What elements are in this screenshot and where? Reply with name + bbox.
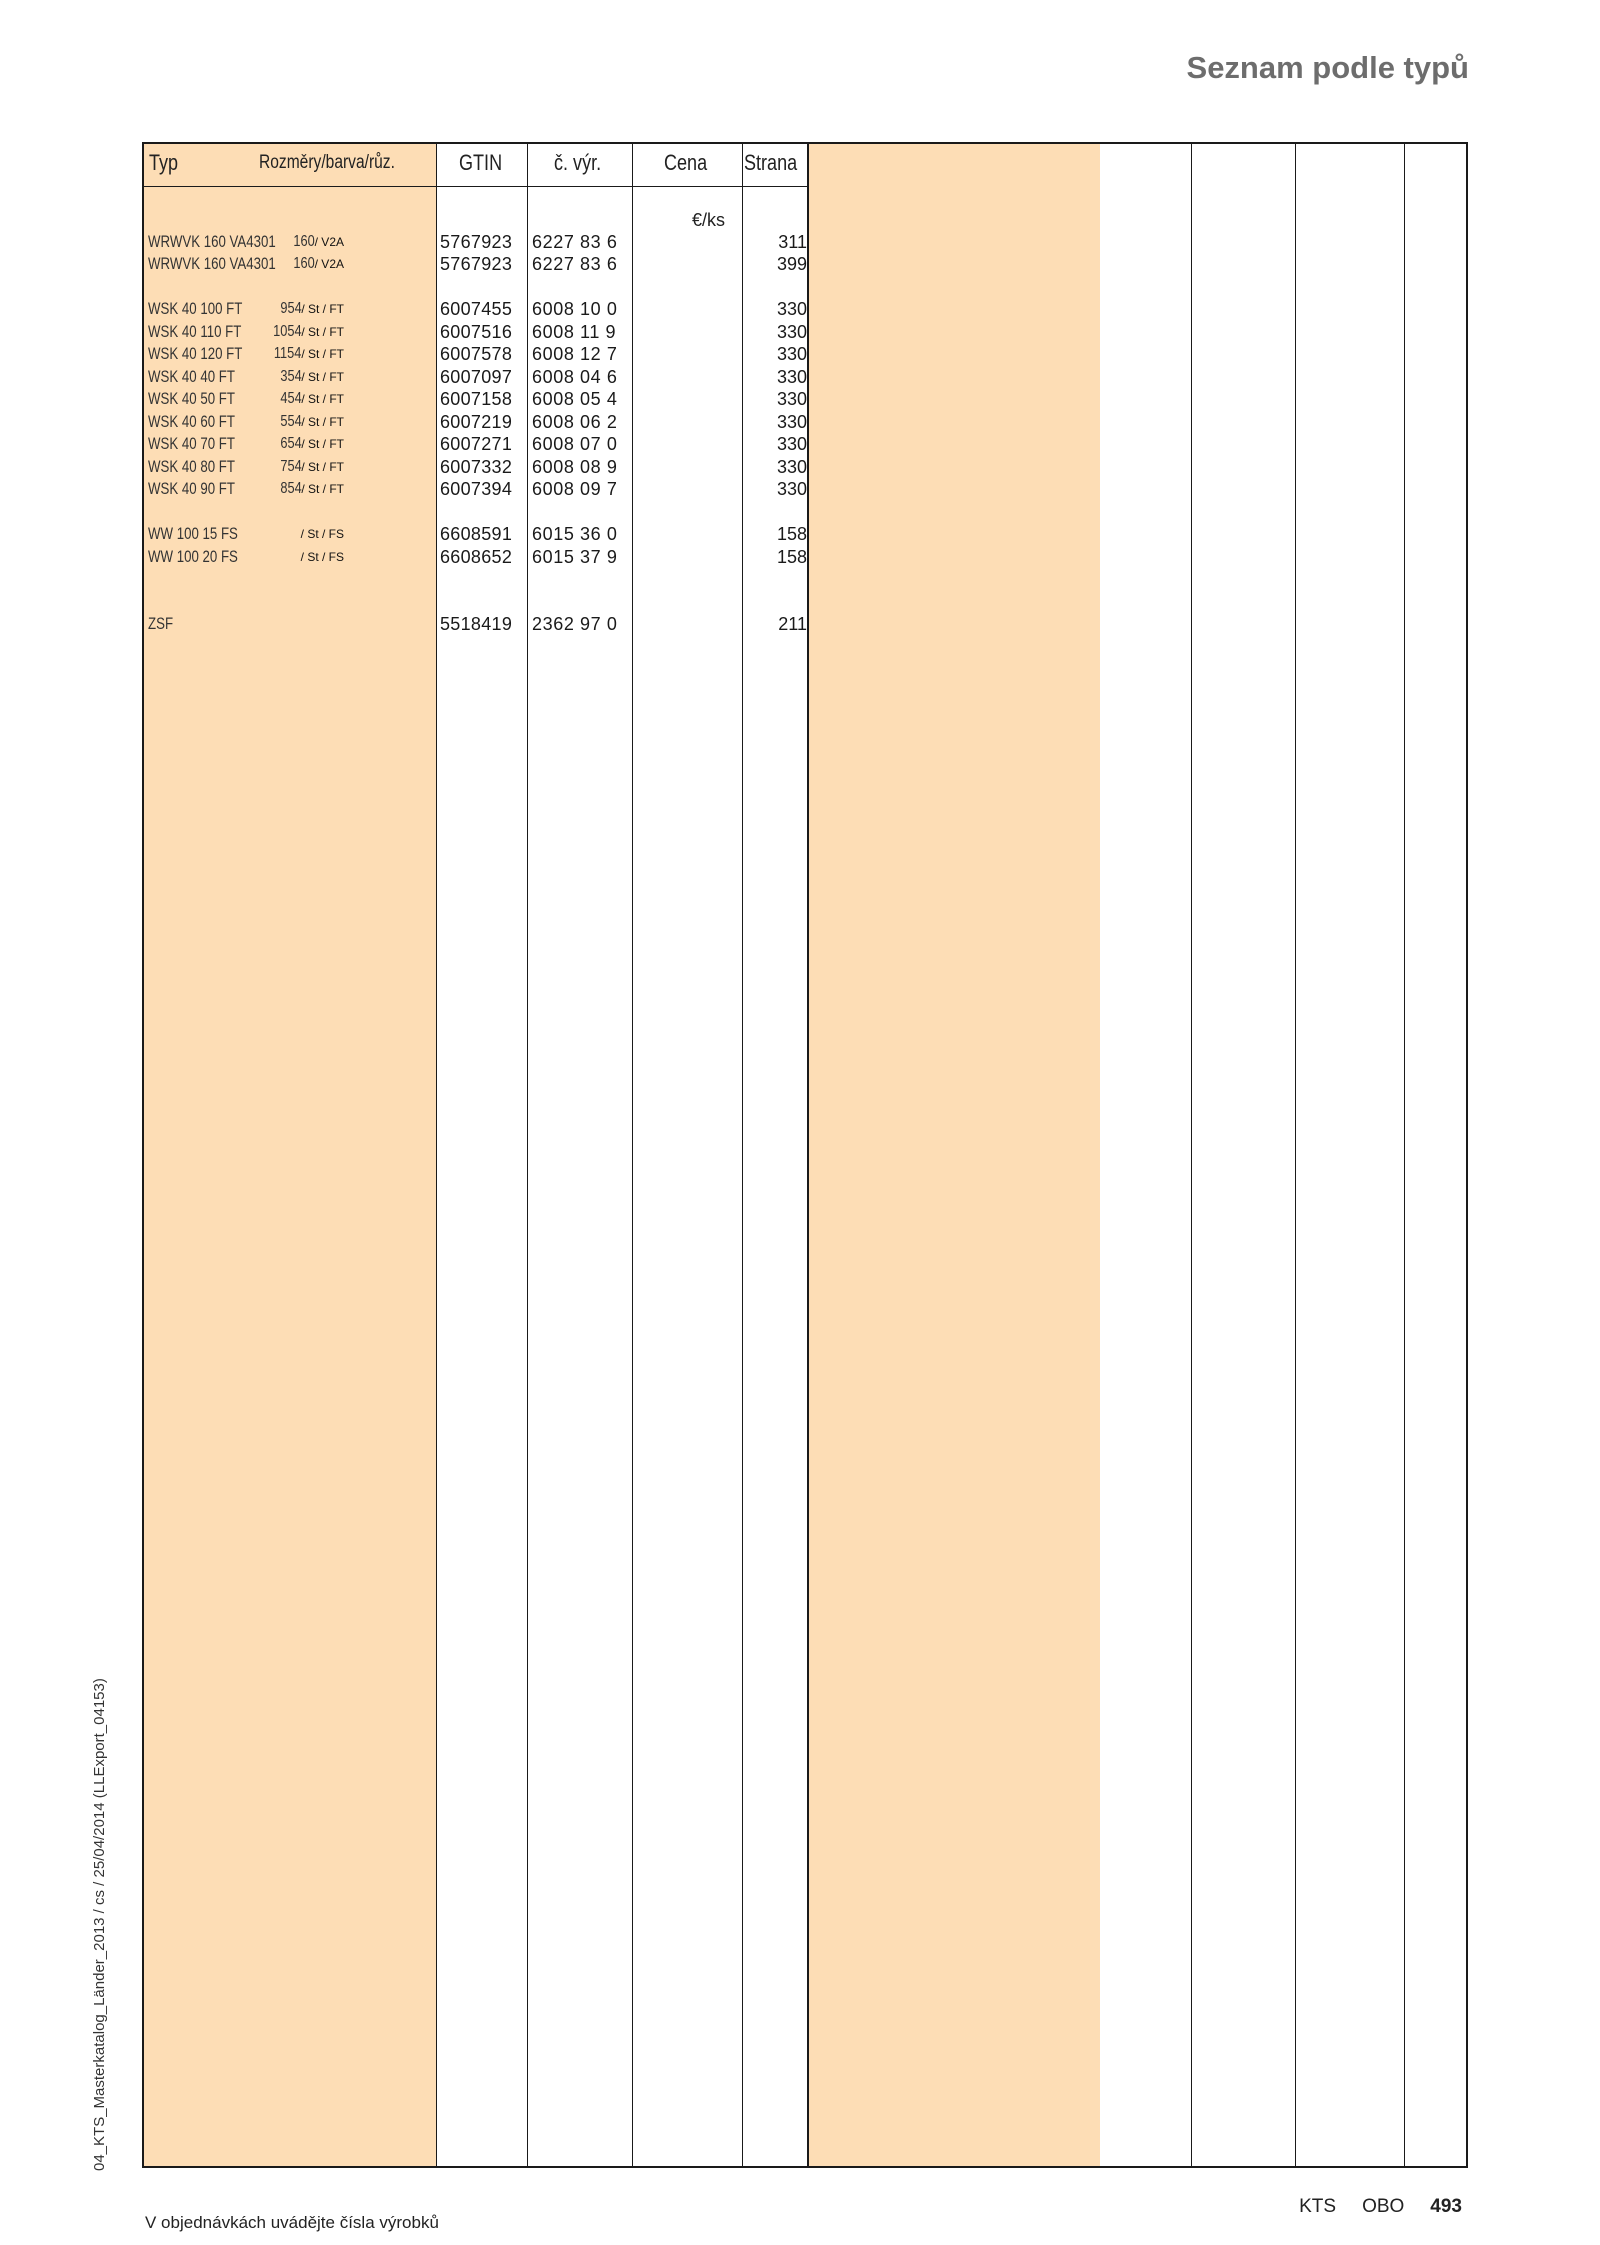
gtin-cell: 6007578: [440, 344, 513, 364]
dim-cell: 854/ St / FT: [279, 480, 344, 497]
divider-right-2: [1295, 144, 1296, 2166]
article-cell: 6008 09 7: [532, 479, 618, 499]
gtin-cell: 6007394: [440, 479, 513, 499]
page-cell: 330: [776, 434, 807, 454]
gtin-cell: 6007332: [440, 456, 513, 477]
type-cell: WSK 40 100 FT: [148, 299, 243, 318]
table-row: [144, 298, 809, 320]
page-cell: 158: [776, 546, 807, 567]
table-row: [144, 433, 809, 455]
dim-cell: / St / FS: [300, 549, 344, 564]
header-sub-rule: [236, 186, 332, 187]
article-cell: 6008 04 6: [532, 366, 618, 387]
table-row: [144, 456, 809, 478]
type-cell: WSK 40 40 FT: [148, 366, 235, 386]
page-cell: 330: [776, 389, 807, 409]
gtin-cell: 5518419: [440, 614, 513, 634]
article-cell: 6008 12 7: [532, 344, 618, 364]
page-title: Seznam podle typů: [1186, 50, 1469, 85]
article-cell: 6008 10 0: [532, 299, 618, 319]
type-cell: WSK 40 120 FT: [148, 344, 243, 363]
divider-right-3: [1404, 144, 1405, 2166]
dim-cell: 354/ St / FT: [279, 367, 344, 385]
type-cell: ZSF: [148, 614, 174, 633]
col-header-gtin: GTIN: [459, 150, 503, 175]
page-cell: 330: [776, 479, 807, 499]
page-cell: 330: [776, 456, 807, 477]
page-cell: 330: [776, 344, 807, 364]
page-cell: 330: [776, 411, 807, 432]
gtin-cell: 6007097: [440, 366, 513, 387]
article-cell: 6015 36 0: [532, 524, 618, 544]
page-cell: 311: [778, 232, 807, 252]
shade-right-column: [809, 144, 1100, 2166]
article-cell: 6227 83 6: [532, 232, 618, 252]
gtin-cell: 6007271: [440, 434, 513, 454]
dim-cell: 954/ St / FT: [279, 300, 344, 317]
col-header-page: Strana: [744, 150, 798, 175]
article-cell: 6008 11 9: [532, 321, 617, 342]
article-cell: 2362 97 0: [532, 614, 618, 634]
type-cell: WSK 40 90 FT: [148, 479, 235, 498]
table-row: [144, 613, 809, 635]
table-row: [144, 366, 809, 388]
page-cell: 330: [776, 299, 807, 319]
gtin-cell: 5767923: [440, 232, 513, 252]
table-row: [144, 253, 809, 275]
type-list-table: [142, 142, 1468, 2168]
dim-cell: 454/ St / FT: [279, 390, 344, 407]
dim-cell: 160/ V2A: [293, 255, 344, 272]
dim-cell: 554/ St / FT: [279, 412, 344, 430]
type-cell: WSK 40 70 FT: [148, 434, 235, 453]
dim-cell: / St / FS: [300, 527, 344, 541]
type-cell: WSK 40 50 FT: [148, 389, 235, 408]
page-cell: 211: [778, 614, 807, 634]
footer-brand: [1273, 2196, 1462, 2218]
col-header-price: Cena: [664, 150, 708, 175]
article-cell: 6008 07 0: [532, 434, 618, 454]
gtin-cell: 5767923: [440, 254, 513, 274]
article-cell: 6008 05 4: [532, 389, 618, 409]
type-cell: WRWVK 160 VA4301: [148, 232, 276, 251]
page-cell: 158: [776, 524, 807, 544]
type-cell: WSK 40 80 FT: [148, 456, 235, 476]
gtin-cell: 6608652: [440, 546, 513, 567]
dim-cell: 1154/ St / FT: [273, 345, 344, 362]
table-row: [144, 343, 809, 365]
side-export-note: 04_KTS_Masterkatalog_Länder_2013 / cs / 25/04/2014 (LLExport_04153): [91, 1678, 108, 2171]
footer-brand-kts: KTS: [1299, 2196, 1337, 2217]
type-cell: WW 100 20 FS: [148, 546, 238, 566]
gtin-cell: 6007158: [440, 389, 513, 409]
type-cell: WRWVK 160 VA4301: [148, 254, 276, 273]
gtin-cell: 6007219: [440, 411, 513, 432]
article-cell: 6227 83 6: [532, 254, 618, 274]
dim-cell: 1054/ St / FT: [272, 322, 344, 340]
col-header-article: č. výr.: [554, 150, 602, 175]
type-cell: WSK 40 60 FT: [148, 411, 235, 431]
table-row: [144, 411, 809, 433]
dim-cell: 654/ St / FT: [279, 435, 344, 452]
footer-brand-obo: OBO: [1362, 2196, 1405, 2217]
gtin-cell: 6608591: [440, 524, 513, 544]
article-cell: 6015 37 9: [532, 546, 618, 567]
gtin-cell: 6007516: [440, 321, 513, 342]
dim-cell: 160/ V2A: [293, 233, 344, 250]
type-cell: WSK 40 110 FT: [148, 321, 242, 341]
dim-cell: 754/ St / FT: [279, 457, 344, 475]
table-row: [144, 546, 809, 568]
gtin-cell: 6007455: [440, 299, 513, 319]
page-cell: 330: [776, 366, 807, 387]
col-header-dims: Rozměry/barva/růz.: [259, 152, 395, 173]
price-unit: €/ks: [692, 210, 726, 230]
page-number: 493: [1430, 2196, 1462, 2217]
table-row: [144, 231, 809, 253]
type-cell: WW 100 15 FS: [148, 524, 238, 543]
page-cell: 399: [776, 254, 807, 274]
page-cell: 330: [776, 321, 807, 342]
article-cell: 6008 06 2: [532, 411, 618, 432]
col-header-type: Typ: [149, 150, 179, 175]
table-row: [144, 478, 809, 500]
table-row: [144, 321, 809, 343]
table-row: [144, 523, 809, 545]
article-cell: 6008 08 9: [532, 456, 618, 477]
table-row: [144, 388, 809, 410]
divider-right-1: [1191, 144, 1192, 2166]
footer-note: V objednávkách uvádějte čísla výrobků: [145, 2213, 439, 2232]
